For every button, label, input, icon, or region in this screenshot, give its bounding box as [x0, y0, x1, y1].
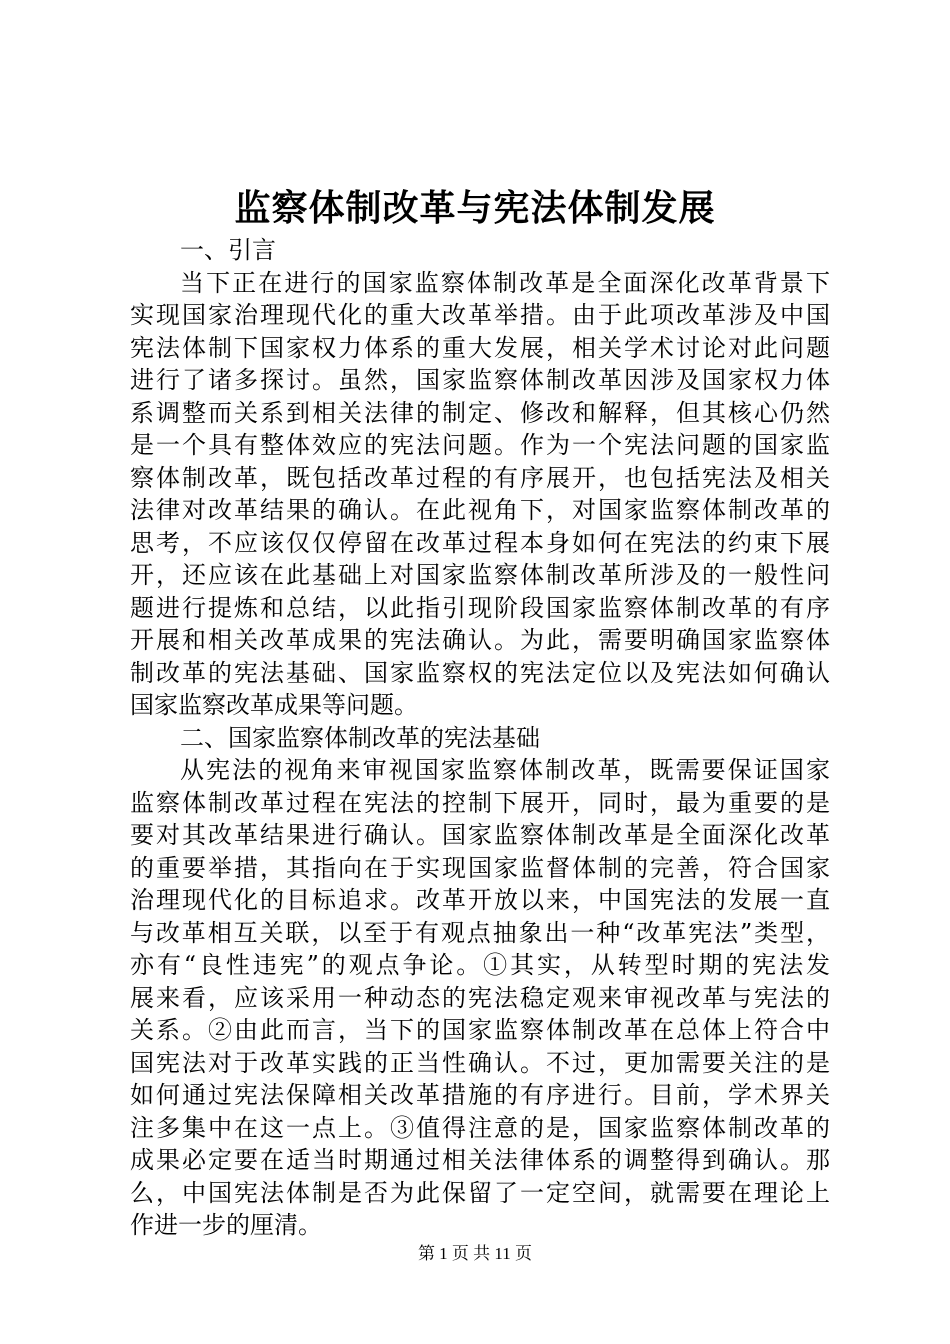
- paragraph-line: 从宪法的视角来审视国家监察体制改革，既需要保证国家: [180, 756, 830, 784]
- paragraph-line: 治理现代化的目标追求。改革开放以来，中国宪法的发展一直: [130, 886, 830, 914]
- paragraph-line: 成果必定要在适当时期通过相关法律体系的调整得到确认。那: [130, 1146, 830, 1174]
- paragraph-line: 国宪法对于改革实践的正当性确认。不过，更加需要关注的是: [130, 1048, 830, 1077]
- paragraph-line: 关系。②由此而言，当下的国家监察体制改革在总体上符合中: [130, 1016, 830, 1044]
- paragraph-line: 实现国家治理现代化的重大改革举措。由于此项改革涉及中国: [130, 301, 830, 329]
- paragraph-line: 么，中国宪法体制是否为此保留了一定空间，就需要在理论上: [130, 1178, 830, 1207]
- paragraph-line: 是一个具有整体效应的宪法问题。作为一个宪法问题的国家监: [130, 431, 830, 459]
- paragraph-line: 作进一步的厘清。: [130, 1211, 322, 1239]
- paragraph-line: 当下正在进行的国家监察体制改革是全面深化改革背景下: [180, 268, 830, 297]
- paragraph-line: 的重要举措，其指向在于实现国家监督体制的完善，符合国家: [130, 853, 830, 882]
- paragraph-line: 展来看，应该采用一种动态的宪法稳定观来审视改革与宪法的: [130, 983, 830, 1012]
- paragraph-line: 制改革的宪法基础、国家监察权的宪法定位以及宪法如何确认: [130, 658, 830, 687]
- paragraph-line: 如何通过宪法保障相关改革措施的有序进行。目前，学术界关: [130, 1081, 830, 1109]
- paragraph-line: 要对其改革结果进行确认。国家监察体制改革是全面深化改革: [130, 821, 830, 849]
- paragraph-line: 察体制改革，既包括改革过程的有序展开，也包括宪法及相关: [130, 463, 830, 492]
- paragraph-line: 监察体制改革过程在宪法的控制下展开，同时，最为重要的是: [130, 788, 830, 817]
- paragraph-line: 与改革相互关联，以至于有观点抽象出一种“改革宪法”类型，: [130, 918, 830, 947]
- paragraph-line: 思考，不应该仅仅停留在改革过程本身如何在宪法的约束下展: [130, 528, 830, 557]
- paragraph-line: 法律对改革结果的确认。在此视角下，对国家监察体制改革的: [130, 496, 830, 524]
- section-heading-intro: 一、引言: [180, 236, 276, 264]
- paragraph-line: 开展和相关改革成果的宪法确认。为此，需要明确国家监察体: [130, 626, 830, 654]
- paragraph-line: 系调整而关系到相关法律的制定、修改和解释，但其核心仍然: [130, 398, 830, 427]
- page-title: 监察体制改革与宪法体制发展: [234, 187, 716, 229]
- page-footer: 第 1 页 共 11 页: [417, 1244, 533, 1263]
- paragraph-line: 题进行提炼和总结，以此指引现阶段国家监察体制改革的有序: [130, 593, 830, 622]
- paragraph-line: 注多集中在这一点上。③值得注意的是，国家监察体制改革的: [130, 1113, 830, 1142]
- document-body: [130, 234, 830, 1242]
- paragraph-line: 亦有“良性违宪”的观点争论。①其实，从转型时期的宪法发: [130, 951, 830, 979]
- paragraph-line: 宪法体制下国家权力体系的重大发展，相关学术讨论对此问题: [130, 333, 830, 362]
- paragraph-line: 进行了诸多探讨。虽然，国家监察体制改革因涉及国家权力体: [130, 366, 830, 394]
- section-heading-basis: 二、国家监察体制改革的宪法基础: [180, 723, 540, 752]
- paragraph-line: 国家监察改革成果等问题。: [130, 691, 418, 719]
- paragraph-line: 开，还应该在此基础上对国家监察体制改革所涉及的一般性问: [130, 561, 830, 589]
